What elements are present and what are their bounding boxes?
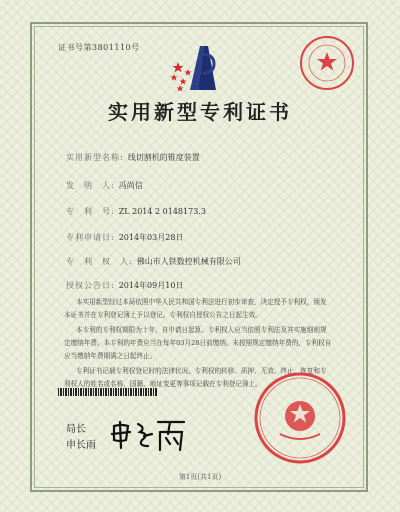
field-patent-number bbox=[66, 206, 206, 217]
field-value: 线切割机的锥度装置 bbox=[127, 153, 200, 162]
page-footer: 第1页(共1页) bbox=[178, 473, 222, 481]
certificate-title: 实用新型专利证书 bbox=[108, 100, 292, 124]
body-paragraph: 专利证书记载专利权登记时的法律状况。专利权的转移、质押、无效、终止、恢复和专利权人的姓名或名称、国籍、地址变更等事项记载在专利登记簿上。 bbox=[64, 367, 327, 388]
field-label: 发 明 人: bbox=[66, 181, 115, 190]
field-label: 专 利 号: bbox=[66, 207, 115, 216]
field-label: 实用新型名称: bbox=[66, 153, 124, 162]
director-name: 申长雨 bbox=[66, 440, 96, 451]
patent-office-emblem-icon bbox=[168, 40, 228, 95]
field-application-date bbox=[66, 232, 183, 243]
field-inventor bbox=[66, 180, 143, 191]
barcode bbox=[58, 388, 158, 396]
field-value: 佛山市人铁数控机械有限公司 bbox=[136, 257, 241, 266]
official-seal-stamp bbox=[250, 368, 350, 468]
handwritten-signature bbox=[108, 414, 188, 454]
field-patentee bbox=[66, 256, 241, 267]
field-grant-date bbox=[66, 280, 183, 291]
field-value: ZL 2014 2 0148173.3 bbox=[118, 207, 206, 216]
field-label: 专利申请日: bbox=[66, 233, 115, 242]
body-paragraph: 本实用新型经过本局依照中华人民共和国专利法进行初步审查，决定授予专利权，颁发本证书并在专利登记簿上予以登记。专利权自授权公告之日起生效。 bbox=[64, 298, 327, 319]
top-seal-stamp bbox=[298, 34, 356, 92]
field-value: 冯尚信 bbox=[118, 181, 143, 190]
field-label: 授权公告日: bbox=[66, 281, 115, 290]
body-paragraph: 本专利的专利权期限为十年，自申请日起算。专利权人应当依照专利法及其实施细则规定缴纳年费。本专利的年费应当在每年03月28日前缴纳。未按照规定缴纳年费的，专利权自应当缴纳年费期满之日起终止。 bbox=[64, 326, 332, 360]
certificate-number: 证书号第3801110号 bbox=[58, 43, 140, 52]
director-title: 局长 bbox=[66, 424, 86, 435]
field-utility-model-name bbox=[66, 152, 200, 163]
field-label: 专 利 权 人: bbox=[66, 257, 133, 266]
field-value: 2014年09月10日 bbox=[118, 281, 184, 290]
field-value: 2014年03月28日 bbox=[118, 233, 184, 242]
